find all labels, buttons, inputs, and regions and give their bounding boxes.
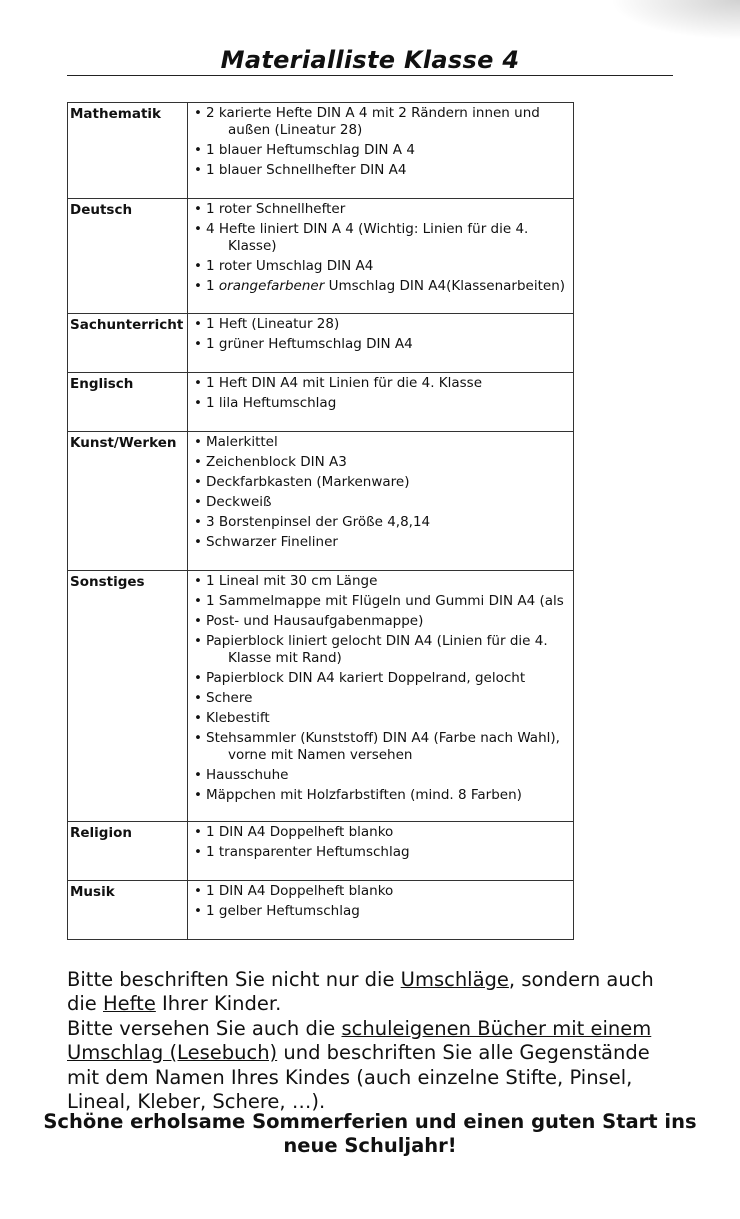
list-item bbox=[194, 375, 573, 392]
list-item bbox=[194, 690, 573, 707]
page-title: Materialliste Klasse 4 bbox=[220, 46, 520, 74]
list-item bbox=[194, 670, 573, 687]
list-item bbox=[194, 278, 573, 295]
notes-underlined-text: Umschläge bbox=[400, 968, 509, 991]
item-list bbox=[194, 375, 573, 412]
item-continuation: außen (Lineatur 28) bbox=[228, 122, 363, 138]
list-item bbox=[194, 903, 573, 920]
items-cell bbox=[188, 881, 574, 940]
item-text: 1 lila Heftumschlag bbox=[206, 395, 337, 411]
notes-paragraph-books bbox=[67, 1017, 687, 1115]
material-table-body bbox=[68, 103, 574, 940]
item-text: Umschlag DIN A4(Klassenarbeiten) bbox=[324, 278, 566, 294]
item-list bbox=[194, 434, 573, 551]
item-text: Zeichenblock DIN A3 bbox=[206, 454, 347, 470]
item-text: 1 Sammelmappe mit Flügeln und Gummi DIN A4 (als bbox=[206, 593, 564, 609]
list-item bbox=[194, 474, 573, 491]
subject-cell: Musik bbox=[68, 881, 188, 940]
item-list bbox=[194, 201, 573, 295]
item-text: 1 Heft (Lineatur 28) bbox=[206, 316, 340, 332]
item-text: 1 Heft DIN A4 mit Linien für die 4. Klasse bbox=[206, 375, 483, 391]
table-row bbox=[68, 432, 574, 571]
item-emphasis: orangefarbener bbox=[218, 278, 325, 294]
table-row bbox=[68, 881, 574, 940]
title-underline-rule bbox=[67, 75, 673, 76]
table-row bbox=[68, 103, 574, 199]
item-text: Schere bbox=[206, 690, 253, 706]
notes-section bbox=[67, 968, 687, 1114]
item-text: Klebestift bbox=[206, 710, 270, 726]
item-text: Stehsammler (Kunststoff) DIN A4 (Farbe nach Wahl), bbox=[206, 730, 560, 746]
list-item bbox=[194, 824, 573, 841]
list-item bbox=[194, 316, 573, 333]
item-list bbox=[194, 824, 573, 861]
item-text: 1 transparenter Heftumschlag bbox=[206, 844, 410, 860]
notes-text: Bitte versehen Sie auch die bbox=[67, 1016, 342, 1040]
notes-text: Bitte beschriften Sie nicht nur die bbox=[67, 968, 401, 991]
items-cell bbox=[188, 199, 574, 314]
list-item bbox=[194, 395, 573, 412]
closing-greeting: Schöne erholsame Sommerferien und einen guten Start ins neue Schuljahr! bbox=[43, 1110, 697, 1158]
item-text: 1 Lineal mit 30 cm Länge bbox=[206, 573, 378, 589]
item-text: Papierblock liniert gelocht DIN A4 (Linien für die 4. bbox=[206, 633, 548, 649]
notes-text: , sondern auch die bbox=[67, 968, 654, 1016]
items-cell bbox=[188, 103, 574, 199]
list-item bbox=[194, 613, 573, 630]
list-item bbox=[194, 336, 573, 353]
table-row bbox=[68, 822, 574, 881]
item-list bbox=[194, 573, 573, 804]
list-item bbox=[194, 494, 573, 511]
list-item bbox=[194, 767, 573, 784]
list-item bbox=[194, 787, 573, 804]
item-text: Papierblock DIN A4 kariert Doppelrand, gelocht bbox=[206, 670, 526, 686]
items-cell bbox=[188, 571, 574, 822]
list-item bbox=[194, 573, 573, 590]
item-text: Schwarzer Fineliner bbox=[206, 534, 338, 550]
list-item bbox=[194, 534, 573, 551]
list-item bbox=[194, 454, 573, 471]
list-item bbox=[194, 258, 573, 275]
item-text: Mäppchen mit Holzfarbstiften (mind. 8 Farben) bbox=[206, 787, 522, 803]
item-continuation: vorne mit Namen versehen bbox=[228, 747, 413, 763]
list-item bbox=[194, 710, 573, 727]
list-item bbox=[194, 201, 573, 218]
item-text: 1 DIN A4 Doppelheft blanko bbox=[206, 824, 394, 840]
items-cell bbox=[188, 314, 574, 373]
subject-cell: Religion bbox=[68, 822, 188, 881]
item-text: 1 blauer Heftumschlag DIN A 4 bbox=[206, 142, 415, 158]
list-item bbox=[194, 162, 573, 179]
list-item bbox=[194, 105, 573, 139]
subject-cell: Mathematik bbox=[68, 103, 188, 199]
notes-text: und beschriften Sie alle Gegenstände mit dem Namen Ihres Kindes (auch einzelne Stifte, Pinsel, Lineal, Kleber, Schere, …). bbox=[67, 1041, 650, 1114]
list-item bbox=[194, 633, 573, 667]
list-item bbox=[194, 730, 573, 764]
notes-underlined-text: Hefte bbox=[103, 992, 156, 1016]
item-list bbox=[194, 316, 573, 353]
list-item bbox=[194, 844, 573, 861]
list-item bbox=[194, 221, 573, 255]
item-text: 1 DIN A4 Doppelheft blanko bbox=[206, 883, 394, 899]
notes-underlined-text: schuleigenen Bücher mit einem Umschlag (Lesebuch) bbox=[67, 1016, 652, 1065]
list-item bbox=[194, 883, 573, 900]
item-text: 1 gelber Heftumschlag bbox=[206, 903, 360, 919]
items-cell bbox=[188, 432, 574, 571]
notes-text: Ihrer Kinder. bbox=[155, 992, 282, 1016]
item-continuation: Klasse mit Rand) bbox=[228, 650, 342, 666]
notes-paragraph-labels bbox=[67, 968, 687, 1017]
table-row bbox=[68, 314, 574, 373]
item-list bbox=[194, 105, 573, 179]
items-cell bbox=[188, 822, 574, 881]
material-table bbox=[67, 102, 574, 940]
item-text: 1 blauer Schnellhefter DIN A4 bbox=[206, 162, 407, 178]
item-text: 4 Hefte liniert DIN A 4 (Wichtig: Linien für die 4. bbox=[206, 221, 529, 237]
subject-cell: Englisch bbox=[68, 373, 188, 432]
item-text: 2 karierte Hefte DIN A 4 mit 2 Rändern innen und bbox=[206, 105, 540, 121]
table-row bbox=[68, 571, 574, 822]
table-row bbox=[68, 199, 574, 314]
item-text: 1 roter Umschlag DIN A4 bbox=[206, 258, 374, 274]
item-text: Post- und Hausaufgabenmappe) bbox=[206, 613, 424, 629]
subject-cell: Sonstiges bbox=[68, 571, 188, 822]
list-item bbox=[194, 514, 573, 531]
item-continuation: Klasse) bbox=[228, 238, 277, 254]
list-item bbox=[194, 593, 573, 610]
subject-cell: Kunst/Werken bbox=[68, 432, 188, 571]
list-item bbox=[194, 434, 573, 451]
item-text: 1 grüner Heftumschlag DIN A4 bbox=[206, 336, 413, 352]
item-text: Deckfarbkasten (Markenware) bbox=[206, 474, 410, 490]
table-row bbox=[68, 373, 574, 432]
item-text: Deckweiß bbox=[206, 494, 272, 510]
item-text: Hausschuhe bbox=[206, 767, 289, 783]
item-text: 3 Borstenpinsel der Größe 4,8,14 bbox=[206, 514, 431, 530]
item-text: 1 roter Schnellhefter bbox=[206, 201, 346, 217]
items-cell bbox=[188, 373, 574, 432]
item-text: Malerkittel bbox=[206, 434, 278, 450]
page-corner-shadow bbox=[610, 0, 740, 40]
item-text: 1 bbox=[206, 278, 219, 294]
item-list bbox=[194, 883, 573, 920]
subject-cell: Deutsch bbox=[68, 199, 188, 314]
list-item bbox=[194, 142, 573, 159]
subject-cell: Sachunterricht bbox=[68, 314, 188, 373]
